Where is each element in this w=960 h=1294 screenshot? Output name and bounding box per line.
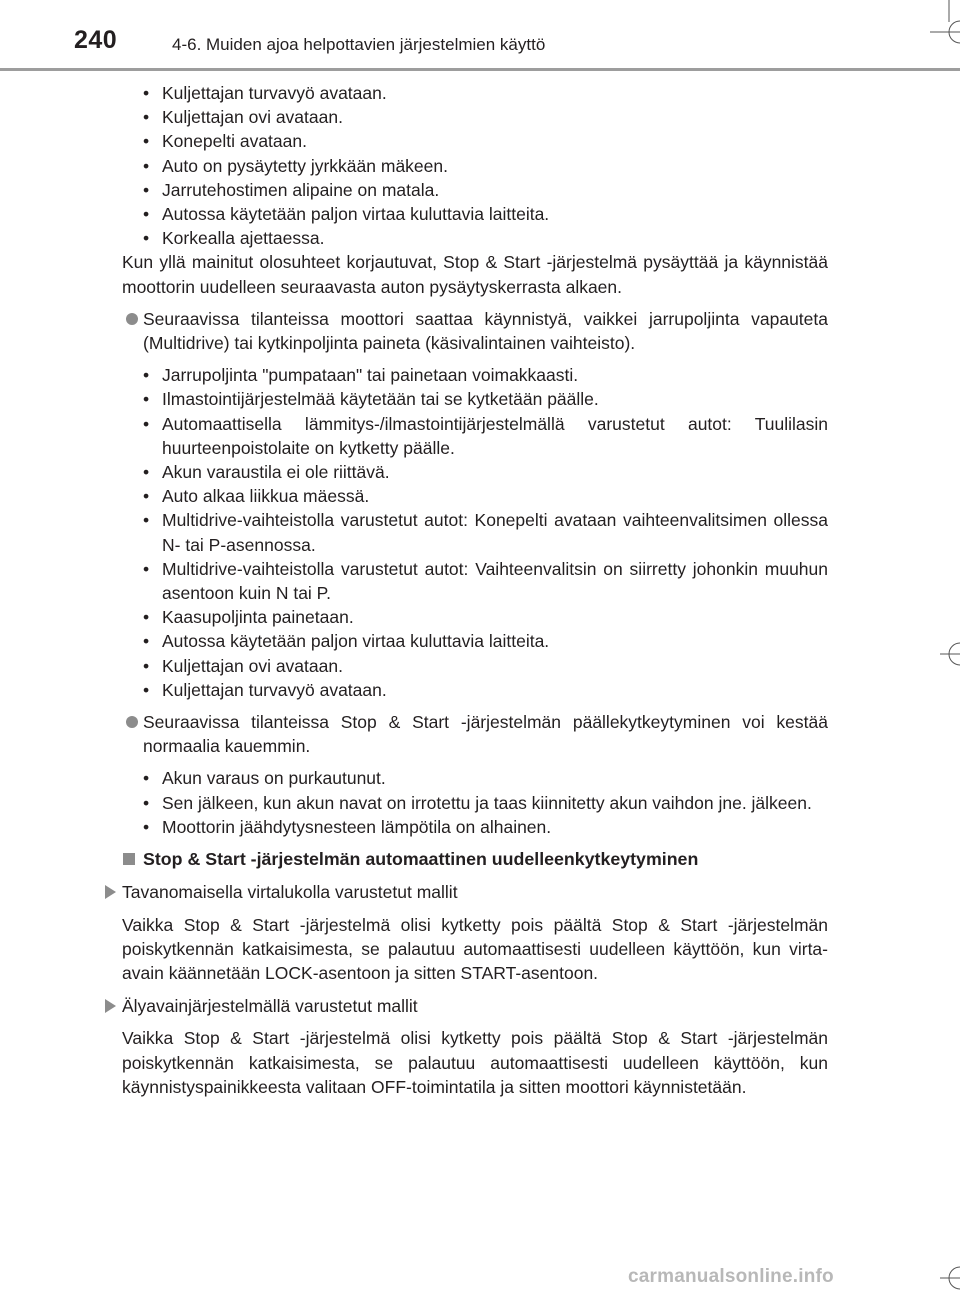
- crop-mark-top-right-icon: [930, 0, 960, 50]
- bullet-circle-icon: [126, 716, 138, 728]
- list-item: • Ilmastointijärjestelmää käytetään tai se kytketään päälle.: [122, 387, 828, 411]
- note-text: Seuraavissa tilanteissa Stop & Start -järjestelmän päällekytkeytyminen voi kestää normaalia kauemmin.: [143, 712, 828, 757]
- conditions-list-1: [122, 81, 828, 250]
- list-item: • Konepelti avataan.: [122, 129, 828, 153]
- header-rule: [0, 68, 960, 71]
- page-header-title: 4-6. Muiden ajoa helpottavien järjestelmien käyttö: [172, 35, 546, 54]
- list-item: • Kuljettajan ovi avataan.: [122, 654, 828, 678]
- list-item: • Kuljettajan ovi avataan.: [122, 105, 828, 129]
- list-item: • Auto alkaa liikkua mäessä.: [122, 484, 828, 508]
- list-item: • Auto on pysäytetty jyrkkään mäkeen.: [122, 154, 828, 178]
- section-heading-text: Stop & Start -järjestelmän automaattinen uudelleenkytkeytyminen: [143, 849, 699, 870]
- list-item: • Akun varaus on purkautunut.: [122, 766, 828, 790]
- list-item: • Multidrive-vaihteistolla varustetut autot: Konepelti avataan vaihteenvalitsimen ollessa N- tai P-asennossa.: [122, 508, 828, 556]
- list-item: • Jarrutehostimen alipaine on matala.: [122, 178, 828, 202]
- note-engine-may-start: [122, 307, 828, 355]
- subsection-title: Tavanomaisella virtalukolla varustetut mallit: [122, 882, 458, 903]
- list-item: • Kaasupoljinta painetaan.: [122, 605, 828, 629]
- section-square-icon: [123, 853, 135, 865]
- list-item: • Multidrive-vaihteistolla varustetut autot: Vaihteenvalitsin on siirretty johonkin muuhun asentoon kuin N tai P.: [122, 557, 828, 605]
- subsection-smart-key: [122, 994, 828, 1018]
- triangle-bullet-icon: [105, 885, 116, 899]
- conditions-list-3: [122, 766, 828, 839]
- subsection-body: Vaikka Stop & Start -järjestelmä olisi kytketty pois päältä Stop & Start -järjestelmän poiskytkennän katkaisimesta, se palautuu automaattisesti uudelleen käyttöön, kun virta-avain käännetään LOCK-asentoon ja sitten START-asentoon.: [122, 914, 828, 983]
- note-activation-delay: [122, 710, 828, 758]
- triangle-bullet-icon: [105, 999, 116, 1013]
- crop-mark-middle-right-icon: [940, 638, 960, 670]
- list-item: • Korkealla ajettaessa.: [122, 226, 828, 250]
- list-item: • Sen jälkeen, kun akun navat on irrotettu ja taas kiinnitetty akun vaihdon jne. jälkeen.: [122, 791, 828, 815]
- list-item: • Jarrupoljinta "pumpataan" tai painetaan voimakkaasti.: [122, 363, 828, 387]
- paragraph-conditions-corrected: Kun yllä mainitut olosuhteet korjautuvat, Stop & Start -järjestelmä pysäyttää ja käynnistää moottorin uudelleen seuraavasta auton pysäytyskerrasta alkaen.: [122, 252, 828, 297]
- section-heading: [122, 847, 828, 871]
- list-item: • Autossa käytetään paljon virtaa kuluttavia laitteita.: [122, 629, 828, 653]
- conditions-list-2: [122, 363, 828, 702]
- subsection-body: Vaikka Stop & Start -järjestelmä olisi kytketty pois päältä Stop & Start -järjestelmän poiskytkennän katkaisimesta, se palautuu automaattisesti uudelleen käyttöön, kun käynnistyspainikkeesta valitaan OFF-toimintatila ja sitten moottori käynnistetään.: [122, 1028, 828, 1097]
- list-item: • Automaattisella lämmitys-/ilmastointijärjestelmällä varustetut autot: Tuulilasin huurteenpoistolaite on kytketty päälle.: [122, 412, 828, 460]
- subsection-standard-ignition: [122, 880, 828, 904]
- subsection-title: Älyavainjärjestelmällä varustetut mallit: [122, 996, 418, 1017]
- list-item: • Kuljettajan turvavyö avataan.: [122, 678, 828, 702]
- note-text: Seuraavissa tilanteissa moottori saattaa käynnistyä, vaikkei jarrupoljinta vapauteta (Multidrive) tai kytkinpoljinta paineta (käsivalintainen vaihteisto).: [143, 308, 828, 354]
- list-item: • Autossa käytetään paljon virtaa kuluttavia laitteita.: [122, 202, 828, 226]
- page-content: [122, 81, 828, 1099]
- list-item: • Moottorin jäähdytysnesteen lämpötila on alhainen.: [122, 815, 828, 839]
- list-item: • Kuljettajan turvavyö avataan.: [122, 81, 828, 105]
- bullet-circle-icon: [126, 313, 138, 325]
- page-number: 240: [74, 26, 118, 54]
- watermark[interactable]: carmanualsonline.info: [628, 1266, 834, 1287]
- crop-mark-bottom-right-icon: [940, 1262, 960, 1294]
- list-item: • Akun varaustila ei ole riittävä.: [122, 460, 828, 484]
